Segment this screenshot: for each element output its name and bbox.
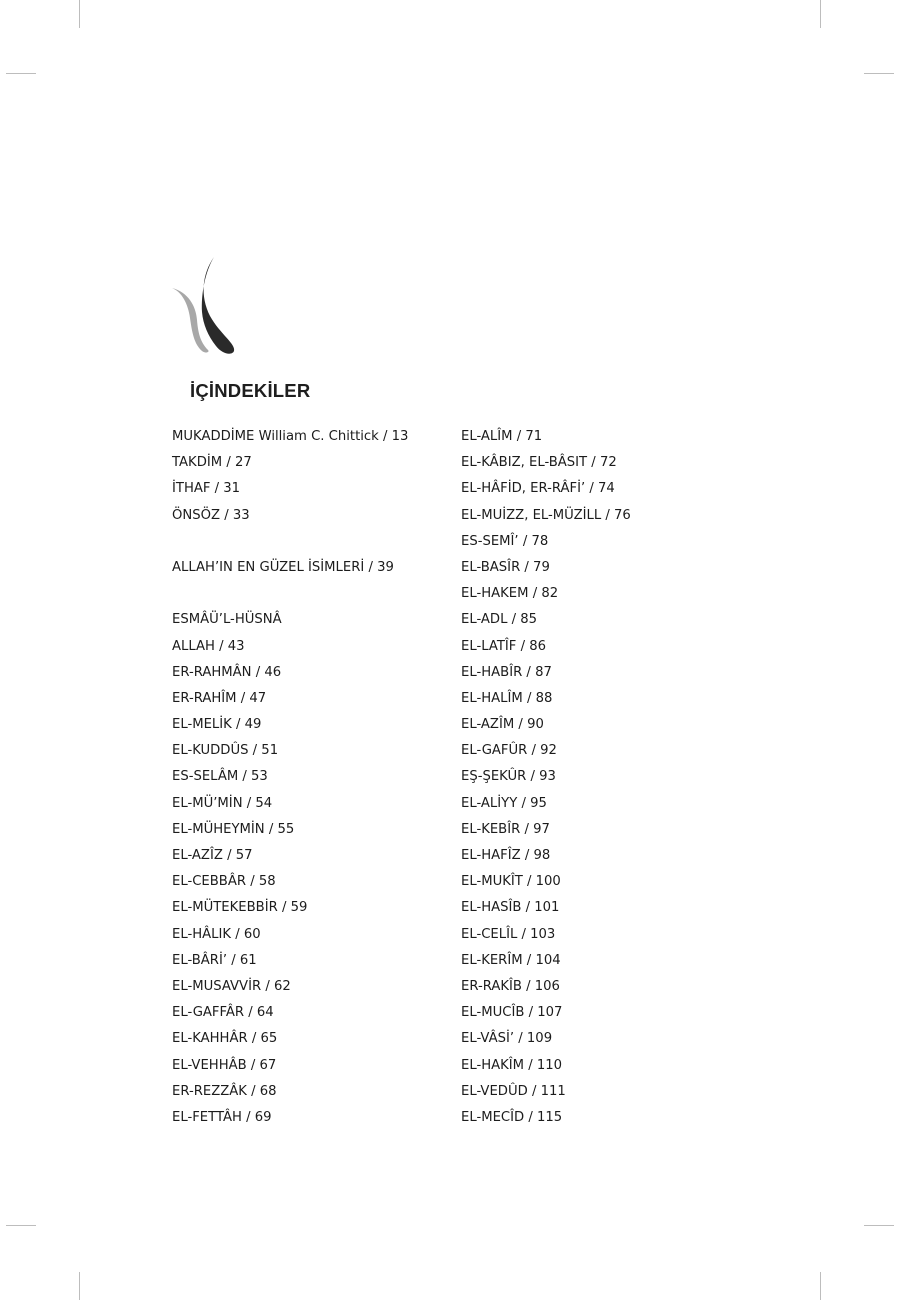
toc-entry: ALLAH / 43 — [172, 638, 245, 654]
toc-entry: İTHAF / 31 — [172, 481, 241, 497]
toc-entry: EL-VÂSİ’ / 109 — [461, 1031, 553, 1047]
crop-mark-top-left — [79, 0, 80, 28]
toc-entry: EL-HABÎR / 87 — [461, 664, 552, 680]
toc-entry: EL-ALÎM / 71 — [461, 429, 543, 444]
toc-entry: ER-RAHMÂN / 46 — [172, 664, 282, 680]
toc-entry: EL-FETTÂH / 69 — [172, 1109, 272, 1125]
toc-entry: EL-KÂBIZ, EL-BÂSIT / 72 — [461, 455, 617, 471]
toc-entry: ER-REZZÂK / 68 — [172, 1083, 277, 1099]
toc-entry: EL-MÜ’MİN / 54 — [172, 795, 273, 811]
toc-left-column — [172, 426, 408, 1133]
toc-entry: EŞ-ŞEKÛR / 93 — [461, 769, 556, 785]
toc-entry: EL-ADL / 85 — [461, 612, 538, 628]
toc-entry: EL-KERÎM / 104 — [461, 952, 561, 968]
toc-entry: EL-BASÎR / 79 — [461, 559, 550, 575]
crop-mark-left-bottom — [6, 1225, 36, 1226]
toc-entry: EL-KEBÎR / 97 — [461, 821, 550, 837]
toc-entry: EL-KAHHÂR / 65 — [172, 1031, 278, 1047]
calligraphic-swirl-logo-icon — [170, 254, 240, 356]
toc-entry: EL-AZÎM / 90 — [461, 717, 544, 733]
toc-entry: EL-MELİK / 49 — [172, 717, 262, 733]
toc-entry: EL-BÂRİ’ / 61 — [172, 952, 257, 968]
toc-entry: EL-MECÎD / 115 — [461, 1109, 563, 1125]
crop-mark-bottom-right — [820, 1272, 821, 1300]
toc-entry: EL-KUDDÛS / 51 — [172, 743, 279, 759]
toc-entry: EL-HÂFİD, ER-RÂFİ’ / 74 — [461, 481, 615, 497]
toc-entry: EL-AZÎZ / 57 — [172, 848, 253, 863]
toc-entry: EL-MUCÎB / 107 — [461, 1005, 563, 1021]
crop-mark-bottom-left — [79, 1272, 80, 1300]
toc-entry: EL-HASÎB / 101 — [461, 900, 560, 916]
crop-mark-right-top — [864, 73, 894, 74]
toc-entry: EL-VEDÛD / 111 — [461, 1083, 566, 1099]
toc-entry: ER-RAKÎB / 106 — [461, 978, 560, 994]
toc-entry: EL-HÂLIK / 60 — [172, 926, 261, 942]
page-title: İÇİNDEKİLER — [190, 380, 311, 401]
toc-entry: EL-MÜTEKEBBİR / 59 — [172, 900, 308, 916]
crop-mark-top-right — [820, 0, 821, 28]
toc-entry: ES-SEMÎ’ / 78 — [461, 533, 549, 549]
toc-entry: EL-ALİYY / 95 — [461, 795, 547, 811]
toc-entry: EL-HAKÎM / 110 — [461, 1057, 563, 1073]
toc-entry: ÖNSÖZ / 33 — [172, 507, 250, 523]
toc-entry: EL-LATÎF / 86 — [461, 638, 546, 654]
toc-entry: ES-SELÂM / 53 — [172, 769, 268, 785]
toc-entry: EL-MÜHEYMİN / 55 — [172, 821, 295, 837]
toc-entry: ESMÂÜ’L-HÜSNÂ — [172, 612, 282, 628]
toc-right-column — [461, 426, 631, 1133]
toc-entry: EL-MUSAVVİR / 62 — [172, 978, 291, 994]
toc-entry: EL-HALÎM / 88 — [461, 690, 553, 706]
crop-mark-left-top — [6, 73, 36, 74]
toc-entry: EL-CEBBÂR / 58 — [172, 874, 276, 890]
toc-entry: ER-RAHÎM / 47 — [172, 690, 267, 706]
toc-entry: EL-GAFÛR / 92 — [461, 743, 557, 759]
toc-entry: ALLAH’IN EN GÜZEL İSİMLERİ / 39 — [172, 559, 394, 575]
toc-entry: EL-CELÎL / 103 — [461, 926, 556, 942]
toc-entry: EL-MUKÎT / 100 — [461, 874, 561, 890]
toc-entry: EL-VEHHÂB / 67 — [172, 1057, 277, 1073]
toc-entry: MUKADDİME William C. Chittick / 13 — [172, 429, 409, 444]
toc-entry: EL-HAFÎZ / 98 — [461, 848, 551, 863]
toc-entry: EL-GAFFÂR / 64 — [172, 1005, 274, 1021]
toc-entry: TAKDİM / 27 — [172, 455, 252, 471]
crop-mark-right-bottom — [864, 1225, 894, 1226]
toc-entry: EL-HAKEM / 82 — [461, 586, 559, 602]
toc-entry: EL-MUİZZ, EL-MÜZİLL / 76 — [461, 507, 631, 523]
